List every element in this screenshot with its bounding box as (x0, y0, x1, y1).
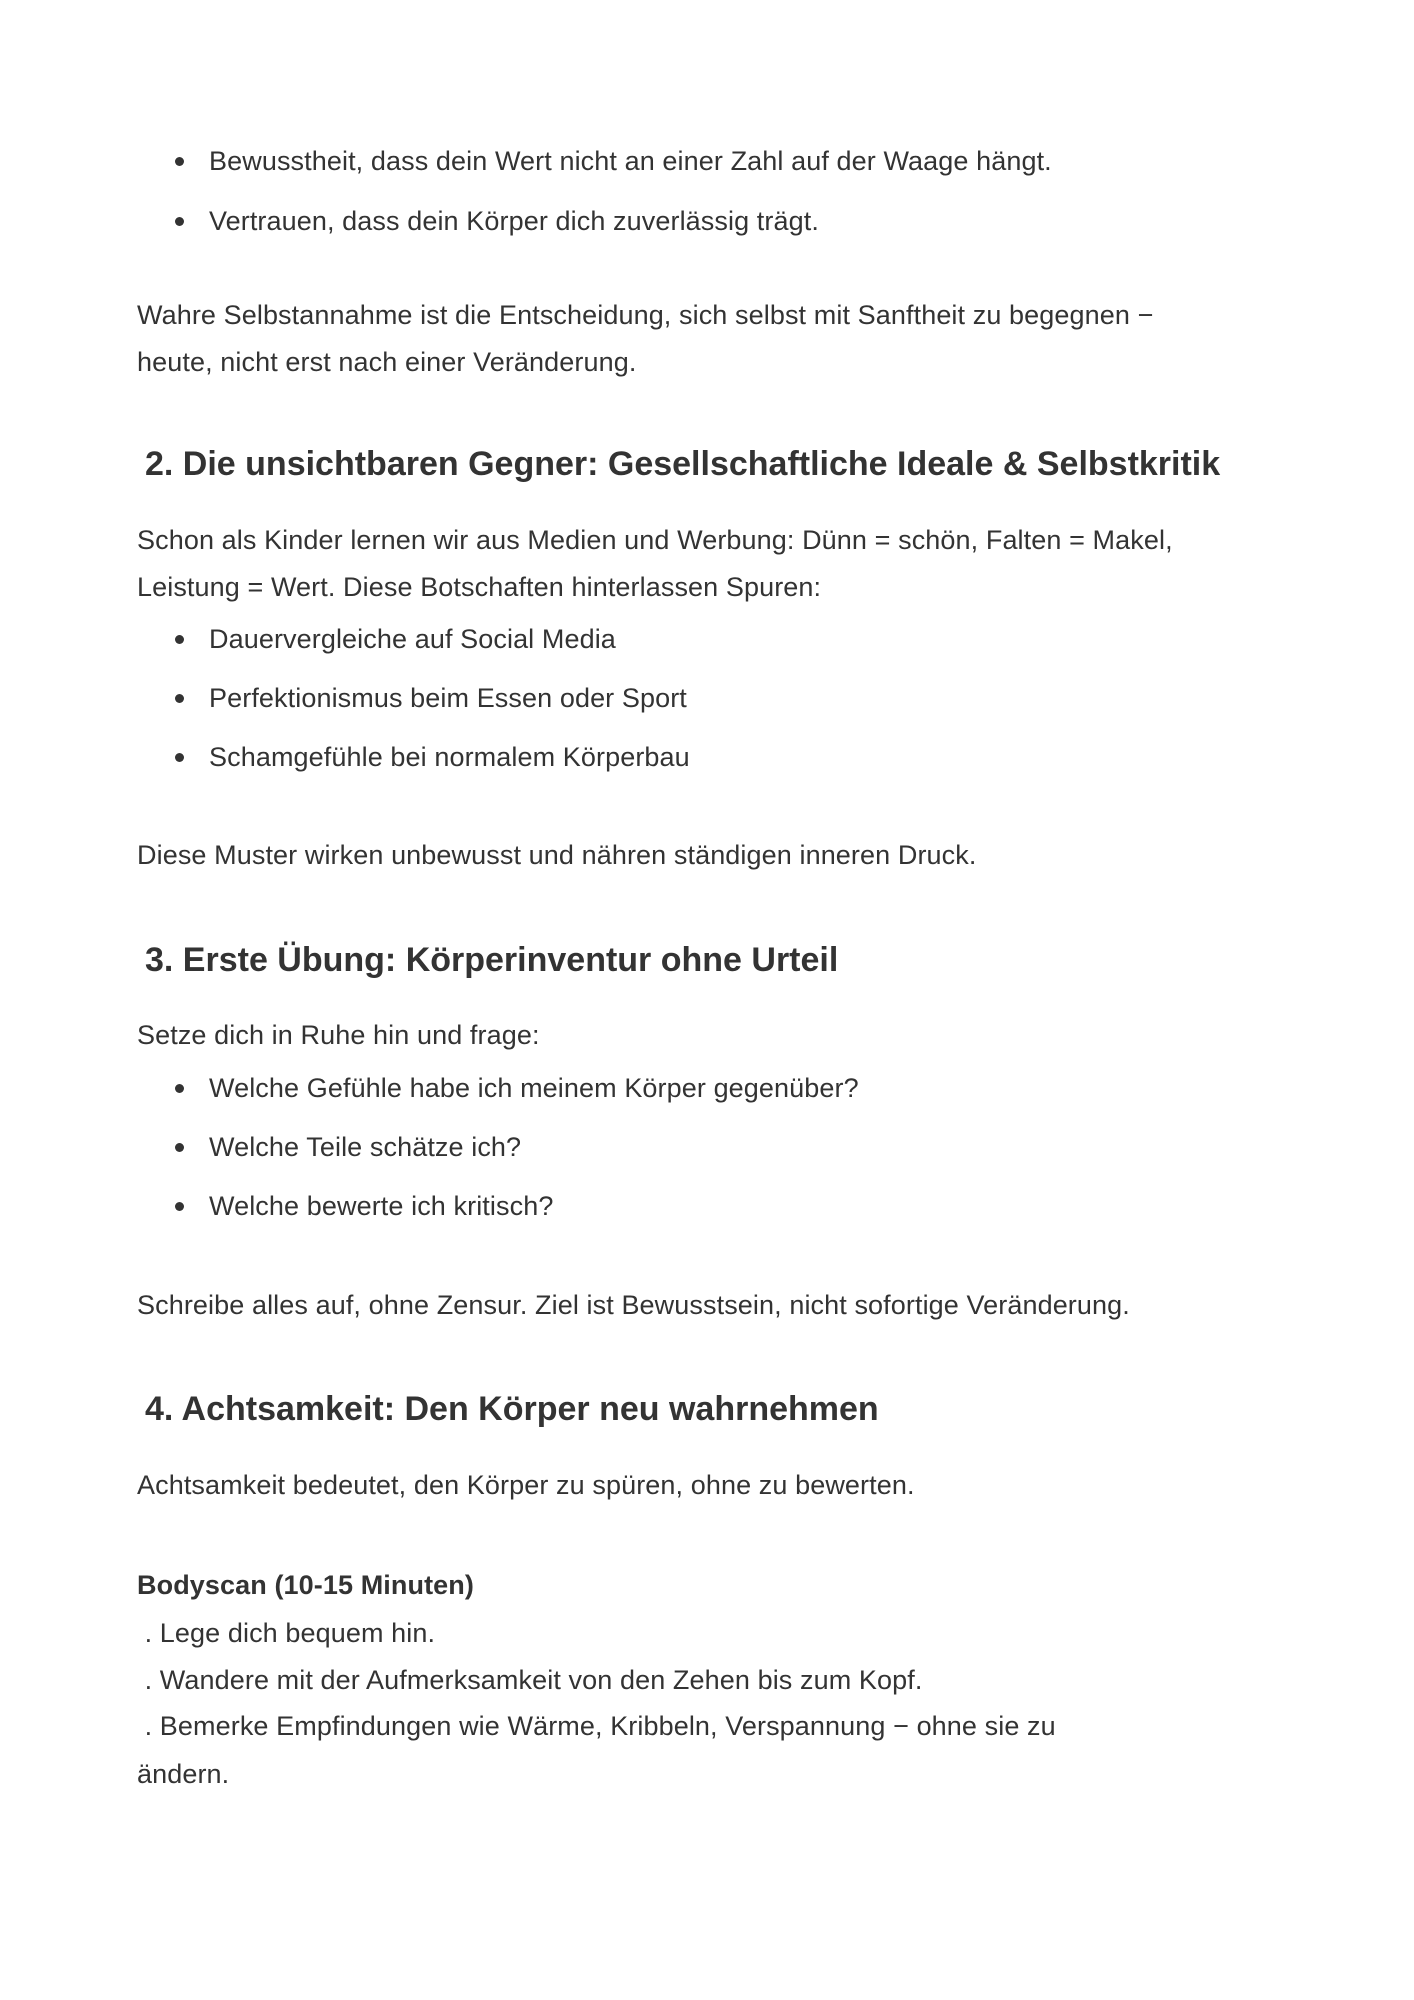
paragraph-line: Schreibe alles auf, ohne Zensur. Ziel ist Bewusstsein, nicht sofortige Veränderung. (137, 1290, 1130, 1320)
paragraph-line: heute, nicht erst nach einer Veränderung. (137, 347, 637, 377)
list-item: Vertrauen, dass dein Körper dich zuverlässig trägt. (209, 206, 819, 236)
bullet-icon (175, 217, 184, 226)
paragraph-line: Schon als Kinder lernen wir aus Medien und Werbung: Dünn = schön, Falten = Makel, (137, 525, 1173, 555)
paragraph-line: Setze dich in Ruhe hin und frage: (137, 1020, 540, 1050)
list-item: Welche Gefühle habe ich meinem Körper gegenüber? (209, 1073, 859, 1103)
list-item: Welche Teile schätze ich? (209, 1132, 522, 1162)
bullet-icon (175, 635, 184, 644)
list-item: Bewusstheit, dass dein Wert nicht an einer Zahl auf der Waage hängt. (209, 146, 1052, 176)
bullet-icon (175, 1202, 184, 1211)
list-item: Dauervergleiche auf Social Media (209, 624, 616, 654)
step-line: . Bemerke Empfindungen wie Wärme, Kribbeln, Verspannung − ohne sie zu (137, 1711, 1056, 1741)
section-heading: 4. Achtsamkeit: Den Körper neu wahrnehmen (145, 1390, 879, 1428)
bullet-icon (175, 1143, 184, 1152)
step-line: ändern. (137, 1759, 230, 1789)
bullet-icon (175, 694, 184, 703)
list-item: Welche bewerte ich kritisch? (209, 1191, 554, 1221)
step-line: . Lege dich bequem hin. (137, 1618, 436, 1648)
section-heading: 3. Erste Übung: Körperinventur ohne Urteil (145, 941, 839, 979)
bullet-icon (175, 157, 184, 166)
list-item: Perfektionismus beim Essen oder Sport (209, 683, 687, 713)
paragraph-line: Leistung = Wert. Diese Botschaften hinterlassen Spuren: (137, 572, 822, 602)
section-heading: 2. Die unsichtbaren Gegner: Gesellschaftliche Ideale & Selbstkritik (145, 445, 1221, 483)
paragraph-line: Wahre Selbstannahme ist die Entscheidung, sich selbst mit Sanftheit zu begegnen − (137, 300, 1154, 330)
list-item: Schamgefühle bei normalem Körperbau (209, 742, 690, 772)
bullet-icon (175, 1084, 184, 1093)
subheading: Bodyscan (10-15 Minuten) (137, 1570, 474, 1600)
step-line: . Wandere mit der Aufmerksamkeit von den Zehen bis zum Kopf. (137, 1665, 923, 1695)
paragraph-line: Diese Muster wirken unbewusst und nähren ständigen inneren Druck. (137, 840, 977, 870)
paragraph-line: Achtsamkeit bedeutet, den Körper zu spüren, ohne zu bewerten. (137, 1470, 915, 1500)
bullet-icon (175, 753, 184, 762)
